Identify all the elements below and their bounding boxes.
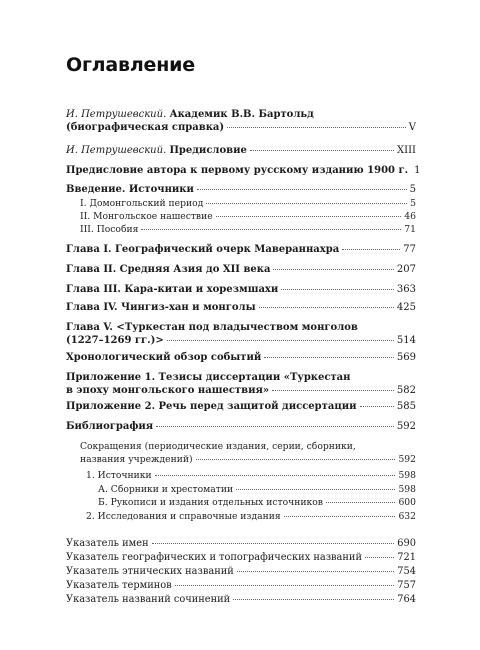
- entry-row: [66, 302, 416, 315]
- entry-row: [86, 470, 416, 483]
- entry-title-line: [66, 594, 230, 607]
- toc-entry: [80, 441, 416, 466]
- entry-title: Приложение 2. Речь перед защитой диссертации: [66, 401, 357, 412]
- toc-entry: [66, 322, 416, 347]
- entry-title: Указатель географических и топографических названий: [66, 552, 362, 563]
- dot-leader: [197, 189, 407, 190]
- entry-title-line: [66, 372, 416, 385]
- entry-row: [98, 484, 416, 497]
- page-number: 77: [403, 244, 416, 255]
- entry-title: Сокращения (периодические издания, серии, сборники,: [80, 441, 356, 452]
- entry-title-continued: (биографическая справка): [66, 121, 225, 133]
- entry-row: [66, 594, 416, 607]
- toc-entry: [66, 145, 416, 158]
- toc-entry: [86, 470, 416, 483]
- entry-row: [66, 580, 416, 593]
- toc-entry: [86, 511, 416, 524]
- toc-entry: [66, 165, 421, 178]
- toc-entry: [66, 372, 416, 397]
- dot-leader: [237, 571, 395, 572]
- entry-row: [66, 184, 416, 197]
- page-number: 632: [398, 511, 416, 522]
- entry-title: Глава IV. Чингиз-хан и монголы: [66, 302, 256, 313]
- entry-title: Глава II. Средняя Азия до XII века: [66, 264, 271, 275]
- entry-title-line: [66, 552, 362, 565]
- toc-entry: [66, 184, 416, 197]
- entry-row: [80, 224, 416, 237]
- entry-title: 1. Источники: [86, 470, 152, 481]
- entry-title: Б. Рукописи и издания отдельных источников: [98, 497, 323, 508]
- entry-row: [66, 244, 416, 257]
- entry-title: Введение. Источники: [66, 184, 194, 195]
- entry-row: [80, 211, 416, 224]
- entry-title: Указатель имен: [66, 538, 149, 549]
- dot-leader: [141, 229, 401, 230]
- entry-row: [66, 264, 416, 277]
- entry-row: [98, 497, 416, 510]
- entry-title: III. Пособия: [80, 224, 139, 235]
- dot-leader: [365, 557, 394, 558]
- entry-title-line: [66, 401, 357, 414]
- entry-title-continued: названия учреждений): [80, 453, 193, 465]
- page-number: 764: [397, 594, 416, 605]
- page-number: 207: [396, 264, 416, 275]
- page-number: 569: [396, 352, 416, 363]
- dot-leader: [196, 459, 396, 460]
- entry-title: 2. Исследования и справочные издания: [86, 511, 281, 522]
- entry-row: [66, 352, 416, 365]
- dot-leader: [206, 203, 407, 204]
- toc-entry: [98, 497, 416, 510]
- entry-title-line: [66, 184, 194, 197]
- entry-row: [66, 538, 416, 551]
- entry-row: [80, 454, 416, 467]
- dot-leader: [152, 543, 395, 544]
- entry-title-line: [66, 244, 339, 257]
- entry-row: [66, 385, 416, 398]
- toc-entry: [66, 302, 416, 315]
- toc-entry: [66, 580, 416, 593]
- entry-row: [66, 401, 416, 414]
- entry-title-line: [66, 322, 416, 335]
- page-number: V: [408, 121, 416, 133]
- toc-entry: [80, 224, 416, 237]
- page-number: 514: [396, 334, 416, 346]
- entry-title: II. Монгольское нашествие: [80, 211, 213, 222]
- page-number: 46: [404, 211, 416, 222]
- dot-leader: [272, 390, 394, 391]
- page-number: 757: [397, 580, 416, 591]
- entry-title: Глава I. Географический очерк Мавераннахра: [66, 244, 340, 255]
- entry-title: Глава III. Кара-китаи и хорезмшахи: [66, 284, 279, 295]
- page-number: 1: [414, 165, 421, 176]
- dot-leader: [250, 150, 394, 151]
- entry-title-line: [80, 211, 213, 224]
- toc-entry: [98, 484, 416, 497]
- page-number: 721: [397, 552, 416, 563]
- toc-entry: [66, 109, 416, 134]
- entry-row: [66, 566, 416, 579]
- page-number: 592: [396, 421, 416, 432]
- entry-title-line: [66, 165, 408, 178]
- entry-title-line: [86, 511, 281, 524]
- entry-title: Предисловие автора к первому русскому изданию 1900 г.: [66, 165, 409, 176]
- page-number: 5: [410, 198, 416, 209]
- dot-leader: [227, 127, 406, 128]
- page-number: 690: [397, 538, 416, 549]
- entry-title-line: [66, 566, 234, 579]
- dot-leader: [233, 599, 394, 600]
- entry-title: Приложение 1. Тезисы диссертации «Туркестан: [66, 372, 351, 383]
- entry-title-line: [66, 538, 149, 551]
- toc-entry: [66, 552, 416, 565]
- toc-entry: [80, 198, 416, 211]
- entry-title: Указатель этнических названий: [66, 566, 234, 577]
- toc-entry: [66, 538, 416, 551]
- entry-row: [80, 198, 416, 211]
- entry-title-line: [80, 198, 203, 211]
- toc-entry: [66, 594, 416, 607]
- entry-author: И. Петрушевский.: [66, 145, 167, 156]
- entry-title: I. Домонгольский период: [80, 198, 204, 209]
- page-number: 754: [397, 566, 416, 577]
- dot-leader: [216, 216, 402, 217]
- entry-title-line: [80, 224, 138, 237]
- entry-row: [66, 421, 416, 434]
- entry-title: Библиография: [66, 421, 154, 432]
- page-number: 71: [404, 224, 416, 235]
- entry-title: Указатель терминов: [66, 580, 172, 591]
- dot-leader: [264, 357, 394, 358]
- dot-leader: [167, 340, 394, 341]
- entry-title-line: [66, 145, 247, 158]
- entry-row: [66, 122, 416, 135]
- toc-entry: [66, 284, 416, 297]
- entry-title-continued: в эпоху монгольского нашествия»: [66, 384, 270, 396]
- page-number: 592: [398, 453, 416, 465]
- entry-title-continued: (1227–1269 гг.)>: [66, 334, 164, 346]
- dot-leader: [259, 307, 394, 308]
- dot-leader: [156, 426, 394, 427]
- entry-row: [66, 284, 416, 297]
- dot-leader: [155, 475, 396, 476]
- entry-title-line: [66, 352, 261, 365]
- page-number: XIII: [397, 145, 416, 156]
- entry-row: [66, 335, 416, 348]
- entry-title-line: [66, 109, 416, 122]
- dot-leader: [326, 502, 396, 503]
- entry-title-line: [98, 484, 233, 497]
- entry-title: Указатель названий сочинений: [66, 594, 231, 605]
- page-number: 598: [398, 484, 416, 495]
- dot-leader: [284, 516, 396, 517]
- entry-title-line: [86, 470, 152, 483]
- entry-title-line: [98, 497, 323, 510]
- entry-author: И. Петрушевский.: [66, 109, 167, 120]
- dot-leader: [236, 489, 395, 490]
- entry-row: [86, 511, 416, 524]
- entry-title: Предисловие: [169, 145, 247, 156]
- entry-title: Глава V. <Туркестан под владычеством монголов: [66, 322, 358, 333]
- page-title: Оглавление: [66, 54, 195, 76]
- toc-entry: [66, 352, 416, 365]
- page-number: 5: [409, 184, 416, 195]
- entry-row: [66, 145, 416, 158]
- page-number: 598: [398, 470, 416, 481]
- dot-leader: [175, 585, 395, 586]
- entry-title-line: [66, 580, 172, 593]
- entry-title: Хронологический обзор событий: [66, 352, 262, 363]
- toc-entry: [80, 211, 416, 224]
- toc-entry: [66, 244, 416, 257]
- dot-leader: [360, 406, 394, 407]
- entry-title-line: [80, 441, 416, 454]
- page-number: 582: [396, 384, 416, 396]
- page-number: 425: [396, 302, 416, 313]
- toc-entry: [66, 421, 416, 434]
- toc-entry: [66, 566, 416, 579]
- toc-entry: [66, 401, 416, 414]
- dot-leader: [273, 269, 393, 270]
- entry-title-line: [66, 302, 256, 315]
- dot-leader: [281, 289, 394, 290]
- page-number: 363: [396, 284, 416, 295]
- page-number: 585: [396, 401, 416, 412]
- entry-title-line: [66, 421, 153, 434]
- dot-leader: [342, 249, 400, 250]
- page-number: 600: [398, 497, 416, 508]
- entry-title-line: [66, 264, 270, 277]
- entry-title: Академик В.В. Бартольд: [169, 109, 314, 120]
- entry-row: [66, 165, 421, 178]
- entry-row: [66, 552, 416, 565]
- entry-title: А. Сборники и хрестоматии: [98, 484, 234, 495]
- entry-title-line: [66, 284, 278, 297]
- toc-entry: [66, 264, 416, 277]
